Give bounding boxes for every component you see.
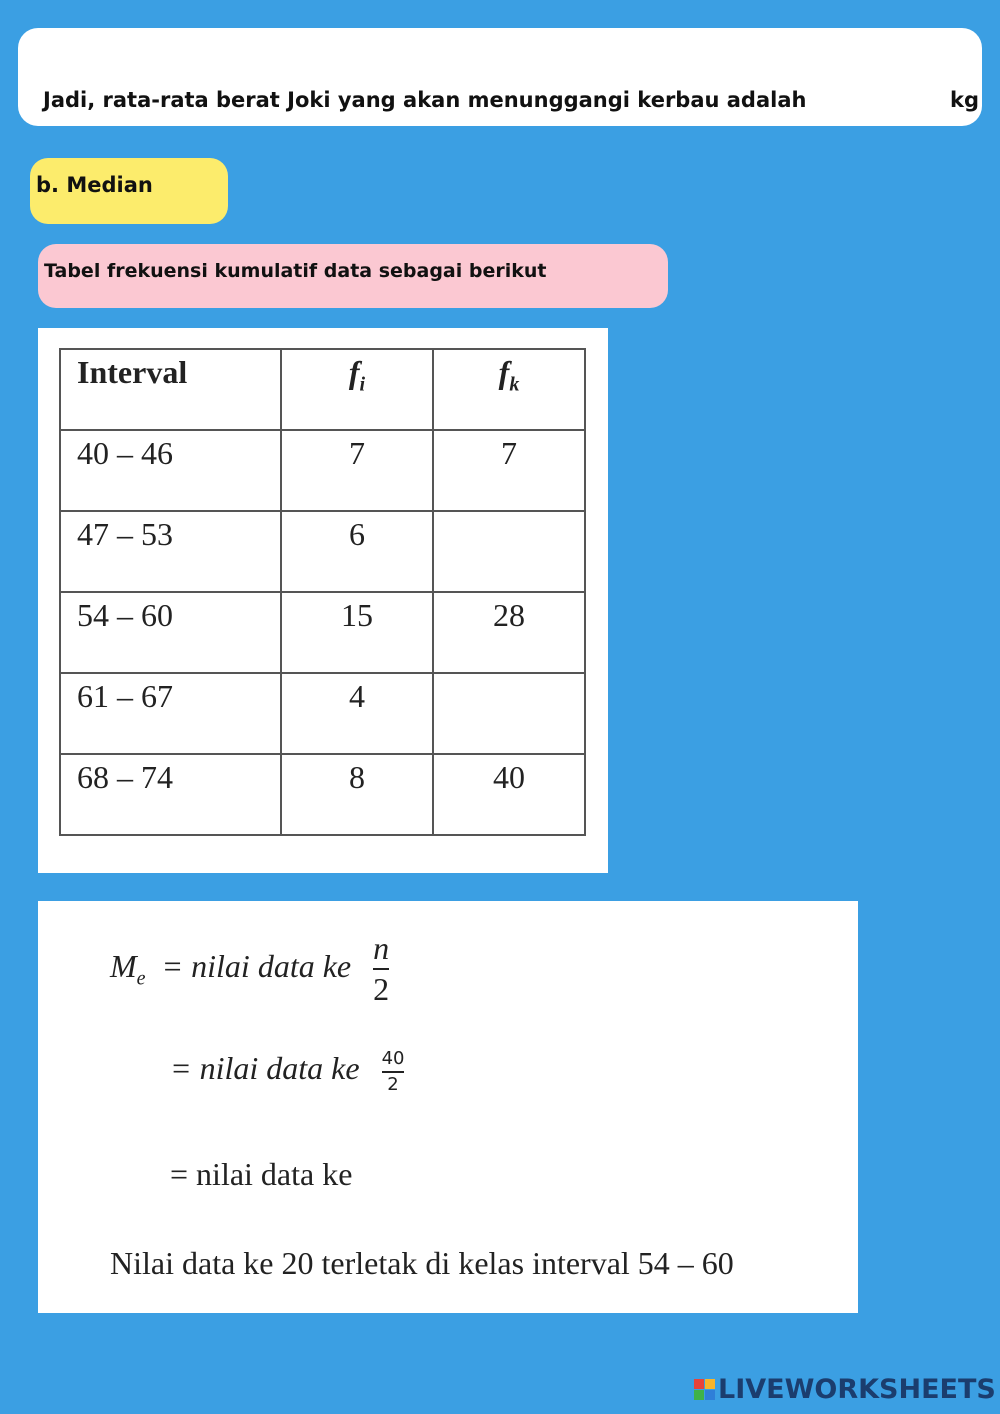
fraction-numerator: 40 (381, 1048, 405, 1069)
answer-sentence: Jadi, rata-rata berat Joki yang akan menunggangi kerbau adalah (43, 88, 807, 112)
median-formula-card (38, 901, 858, 1313)
cell-fi: 6 (281, 511, 433, 592)
header-fk-base: f (498, 354, 510, 390)
formula-line-3: = nilai data ke (170, 1156, 353, 1192)
fraction-n-over-2 (373, 931, 389, 1007)
cell-interval: 61 – 67 (60, 673, 281, 754)
header-interval: Interval (60, 349, 281, 430)
formula-line-2-text: = nilai data ke (170, 1050, 360, 1087)
header-fi-base: f (348, 354, 360, 390)
table-row (60, 592, 585, 673)
fraction-numerator: n (373, 930, 390, 966)
frequency-table (59, 348, 586, 836)
cell-fk-blank[interactable] (433, 673, 585, 754)
median-symbol: M (110, 947, 137, 984)
brand-text: LIVEWORKSHEETS (718, 1374, 996, 1405)
cell-interval: 47 – 53 (60, 511, 281, 592)
table-caption: Tabel frekuensi kumulatif data sebagai berikut (38, 244, 668, 308)
fraction-denominator: 2 (387, 1073, 399, 1095)
cell-fk: 7 (433, 430, 585, 511)
cell-fi: 7 (281, 430, 433, 511)
table-row (60, 511, 585, 592)
fraction-denominator: 2 (373, 971, 390, 1008)
frequency-table-card (38, 328, 608, 873)
table-row (60, 754, 585, 835)
liveworksheets-logo (694, 1374, 996, 1405)
answer-unit: kg (950, 88, 979, 112)
cell-fi: 4 (281, 673, 433, 754)
cell-fi: 15 (281, 592, 433, 673)
header-fk (433, 349, 585, 430)
formula-line-1 (110, 931, 389, 1007)
formula-line-1-text: = nilai data ke (161, 947, 352, 984)
header-fi (281, 349, 433, 430)
cell-fi: 8 (281, 754, 433, 835)
cell-fk-blank[interactable] (433, 511, 585, 592)
table-row (60, 430, 585, 511)
cell-interval: 68 – 74 (60, 754, 281, 835)
header-fi-sub: i (359, 373, 366, 396)
header-fk-sub: k (509, 373, 520, 396)
section-label: b. Median (30, 158, 228, 224)
median-subscript: e (136, 966, 146, 989)
cell-interval: 40 – 46 (60, 430, 281, 511)
cell-interval: 54 – 60 (60, 592, 281, 673)
formula-line-2 (170, 1049, 404, 1095)
table-header-row (60, 349, 585, 430)
cell-fk: 28 (433, 592, 585, 673)
cell-fk: 40 (433, 754, 585, 835)
fraction-40-over-2 (382, 1049, 405, 1095)
answer-box (18, 28, 982, 126)
table-row (60, 673, 585, 754)
liveworksheets-icon (694, 1379, 715, 1400)
formula-conclusion: Nilai data ke 20 terletak di kelas interval 54 – 60 (110, 1245, 734, 1281)
